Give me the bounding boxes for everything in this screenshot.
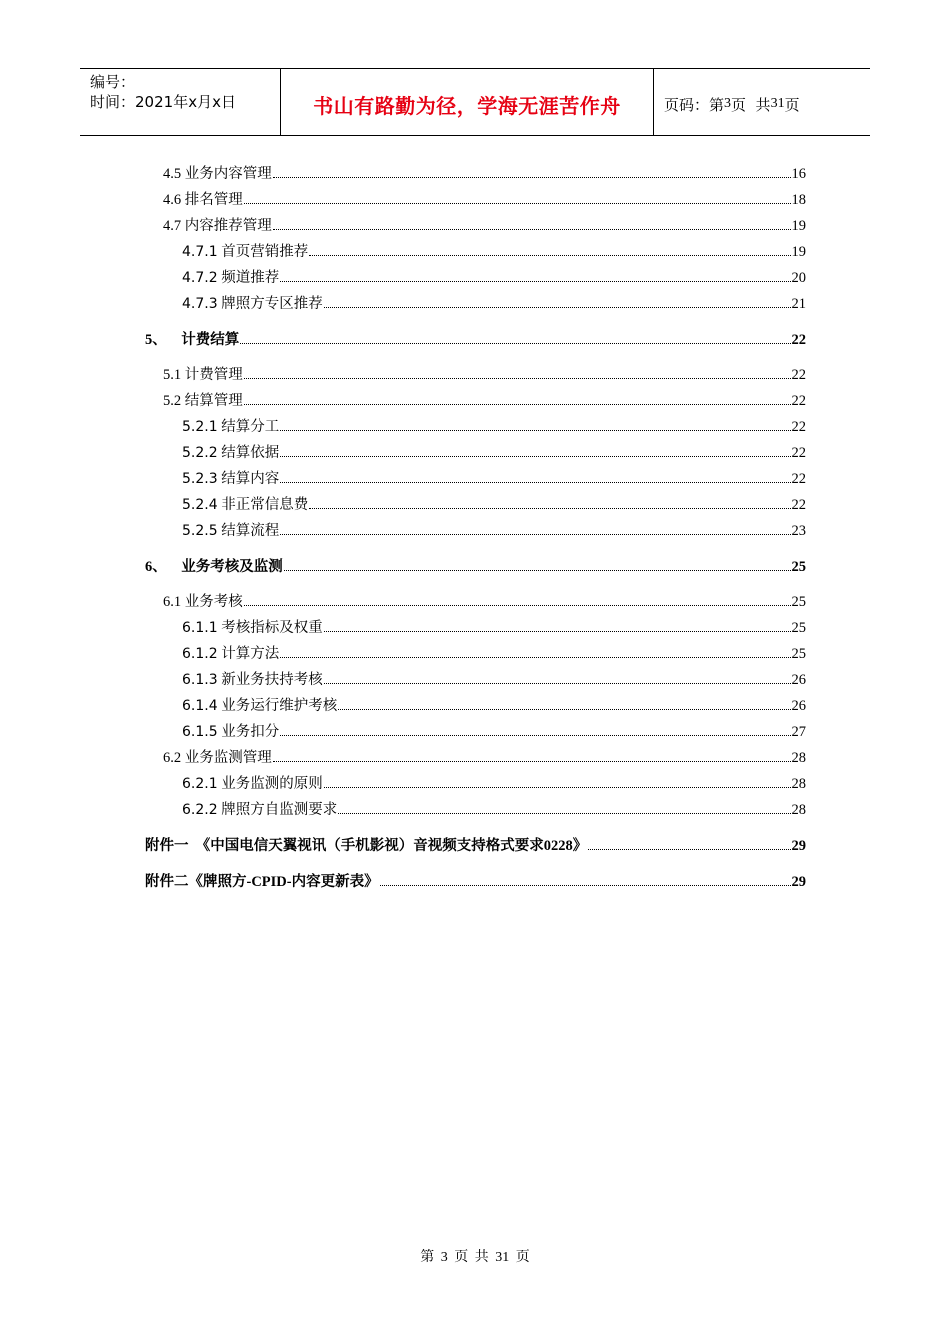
toc-entry-text: 《牌照方-CPID-内容更新表》 [188, 874, 379, 890]
toc-entry-title [145, 558, 283, 576]
toc-entry[interactable] [163, 191, 806, 209]
toc-entry-text: 结算依据 [221, 445, 280, 461]
header-info-cell [80, 69, 281, 135]
toc-entry-page: 28 [791, 750, 806, 766]
toc-entry[interactable] [182, 801, 806, 819]
toc-entry-number: 附件一 [145, 838, 189, 854]
toc-entry-text: 计费管理 [184, 367, 243, 383]
toc-entry-text: 业务考核及监测 [181, 559, 283, 575]
toc-entry-title [163, 392, 243, 410]
toc-entry[interactable] [163, 165, 806, 183]
toc-entry-number: 4.7 [163, 218, 182, 234]
toc-entry[interactable] [182, 522, 806, 540]
toc-leader-dots [324, 787, 791, 788]
toc-entry-text: 业务监测的原则 [221, 776, 323, 792]
toc-entry[interactable] [182, 269, 806, 287]
toc-entry-number: 6.2 [163, 750, 182, 766]
toc-leader-dots [280, 482, 790, 483]
footer-mid: 页 共 [454, 1250, 489, 1265]
toc-entry-page: 28 [791, 802, 806, 818]
header-page-total: 31 [770, 96, 785, 111]
toc-entry-text: 排名管理 [184, 192, 243, 208]
toc-entry-text: 计算方法 [221, 646, 280, 662]
header-date-value: 2021年x月x日 [135, 93, 236, 111]
toc-entry-title [182, 522, 279, 540]
toc-entry-title [182, 418, 279, 436]
toc-entry-text: 非正常信息费 [221, 497, 309, 513]
toc-leader-dots [273, 177, 791, 178]
toc-entry-number: 附件二 [145, 874, 189, 890]
toc-entry-text: 频道推荐 [221, 270, 280, 286]
header-code-label: 编号： [90, 73, 136, 91]
header-page-label: 页码：第 [664, 95, 725, 114]
toc-entry[interactable] [163, 392, 806, 410]
toc-leader-dots [280, 281, 790, 282]
toc-entry[interactable] [163, 749, 806, 767]
toc-entry-number: 5.2.1 [182, 419, 218, 435]
toc-entry-title [182, 269, 279, 287]
toc-entry-page: 27 [791, 724, 806, 740]
toc-entry-number: 4.6 [163, 192, 182, 208]
toc-leader-dots [338, 813, 790, 814]
toc-entry-number: 4.7.1 [182, 244, 218, 260]
toc-entry-number: 6.1.3 [182, 672, 218, 688]
footer-suffix: 页 [515, 1250, 530, 1265]
toc-entry-title [163, 593, 243, 611]
toc-entry-text: 业务运行维护考核 [221, 698, 338, 714]
toc-entry-number: 5.2.5 [182, 523, 218, 539]
toc-entry-page: 22 [791, 393, 806, 409]
toc-entry-page: 19 [791, 218, 806, 234]
toc-entry-title [145, 873, 379, 891]
toc-leader-dots [244, 378, 791, 379]
toc-entry-page: 25 [791, 594, 806, 610]
toc-leader-dots [244, 203, 791, 204]
toc-entry-text: 结算管理 [184, 393, 243, 409]
toc-entry-title [182, 496, 308, 514]
toc-leader-dots [273, 761, 791, 762]
toc-entry-page: 26 [791, 672, 806, 688]
toc-entry-number: 5、 [145, 332, 167, 348]
toc-entry-title [182, 723, 279, 741]
toc-entry-text: 业务扣分 [221, 724, 280, 740]
toc-entry[interactable] [145, 837, 806, 855]
toc-entry-page: 22 [791, 419, 806, 435]
page-footer [0, 1246, 950, 1266]
toc-entry[interactable] [145, 331, 806, 349]
toc-entry[interactable] [182, 671, 806, 689]
page-header [80, 68, 870, 136]
toc-entry-number: 4.5 [163, 166, 182, 182]
toc-entry[interactable] [145, 558, 806, 576]
toc-entry[interactable] [182, 470, 806, 488]
toc-entry-text: 业务内容管理 [184, 166, 272, 182]
toc-leader-dots [244, 404, 791, 405]
toc-entry[interactable] [145, 873, 806, 891]
toc-leader-dots [280, 456, 790, 457]
toc-entry-title [182, 243, 308, 261]
toc-entry[interactable] [182, 496, 806, 514]
toc-entry-page: 29 [791, 838, 806, 854]
toc-entry[interactable] [182, 697, 806, 715]
toc-entry-page: 26 [791, 698, 806, 714]
toc-leader-dots [244, 605, 791, 606]
toc-leader-dots [280, 430, 790, 431]
toc-entry-title [182, 295, 323, 313]
toc-leader-dots [280, 735, 790, 736]
footer-current-page: 3 [440, 1250, 448, 1265]
toc-entry-number: 4.7.2 [182, 270, 218, 286]
toc-entry-number: 6.2.2 [182, 802, 218, 818]
toc-entry-text: 计费结算 [181, 332, 240, 348]
toc-entry-page: 22 [791, 332, 806, 348]
toc-entry-number: 4.7.3 [182, 296, 218, 312]
toc-leader-dots [588, 849, 790, 850]
toc-entry-title [182, 775, 323, 793]
toc-leader-dots [324, 631, 791, 632]
toc-leader-dots [284, 570, 791, 571]
toc-entry[interactable] [163, 366, 806, 384]
toc-entry-text: 业务考核 [184, 594, 243, 610]
toc-entry-text: 牌照方专区推荐 [221, 296, 323, 312]
toc-entry-page: 18 [791, 192, 806, 208]
toc-entry[interactable] [182, 619, 806, 637]
toc-entry-page: 22 [791, 471, 806, 487]
toc-entry-title [182, 645, 279, 663]
toc-entry-text: 结算内容 [221, 471, 280, 487]
toc-entry-title [182, 697, 337, 715]
toc-entry-title [145, 837, 587, 855]
footer-prefix: 第 [420, 1250, 435, 1265]
toc-leader-dots [280, 657, 790, 658]
toc-entry-number: 6.2.1 [182, 776, 218, 792]
header-slogan: 书山有路勤为径，学海无涯苦作舟 [281, 69, 654, 135]
toc-entry-text: 结算分工 [221, 419, 280, 435]
toc-leader-dots [309, 508, 790, 509]
toc-entry-number: 6、 [145, 559, 167, 575]
toc-entry[interactable] [163, 593, 806, 611]
toc-entry-title [163, 366, 243, 384]
toc-entry-text: 业务监测管理 [184, 750, 272, 766]
toc-entry-title [182, 444, 279, 462]
toc-entry[interactable] [182, 645, 806, 663]
toc-entry[interactable] [182, 444, 806, 462]
toc-entry-page: 19 [791, 244, 806, 260]
toc-entry-text: 结算流程 [221, 523, 280, 539]
header-page-current: 3 [724, 96, 732, 111]
toc-entry-page: 25 [791, 620, 806, 636]
toc-entry-title [182, 801, 337, 819]
toc-entry-text: 牌照方自监测要求 [221, 802, 338, 818]
footer-total-pages: 31 [495, 1250, 510, 1265]
header-page-info [654, 69, 870, 135]
header-date-label: 时间： [90, 93, 136, 111]
toc-entry-number: 6.1.2 [182, 646, 218, 662]
toc-entry-number: 5.2.4 [182, 497, 218, 513]
toc-leader-dots [273, 229, 791, 230]
toc-entry[interactable] [182, 295, 806, 313]
toc-entry-title [163, 217, 272, 235]
toc-entry-page: 22 [791, 445, 806, 461]
toc-entry-page: 22 [791, 497, 806, 513]
toc-leader-dots [380, 885, 791, 886]
toc-entry[interactable] [182, 775, 806, 793]
toc-entry-title [163, 191, 243, 209]
toc-entry-number: 6.1.1 [182, 620, 218, 636]
toc-entry-title [145, 331, 239, 349]
toc-entry-title [182, 671, 323, 689]
toc-entry-number: 6.1 [163, 594, 182, 610]
toc-entry-text: 内容推荐管理 [184, 218, 272, 234]
toc-entry[interactable] [163, 217, 806, 235]
toc-leader-dots [324, 683, 791, 684]
toc-entry-number: 6.1.4 [182, 698, 218, 714]
toc-leader-dots [324, 307, 791, 308]
toc-leader-dots [309, 255, 790, 256]
toc-entry[interactable] [182, 723, 806, 741]
toc-entry-text: 新业务扶持考核 [221, 672, 323, 688]
header-page-mid: 页 共 [731, 95, 771, 114]
toc-entry-number: 5.1 [163, 367, 182, 383]
toc-entry-text: 首页营销推荐 [221, 244, 309, 260]
toc-entry-page: 16 [791, 166, 806, 182]
toc-entry-number: 5.2.3 [182, 471, 218, 487]
toc-entry-text: 《中国电信天翼视讯（手机影视）音视频支持格式要求0228》 [195, 838, 588, 854]
toc-entry-page: 28 [791, 776, 806, 792]
toc-entry-page: 25 [791, 646, 806, 662]
toc-entry-number: 6.1.5 [182, 724, 218, 740]
toc-leader-dots [280, 534, 790, 535]
toc-entry-text: 考核指标及权重 [221, 620, 323, 636]
toc-entry-title [182, 470, 279, 488]
toc-entry-title [163, 749, 272, 767]
toc-entry-page: 22 [791, 367, 806, 383]
toc-leader-dots [240, 343, 790, 344]
toc-entry-page: 29 [791, 874, 806, 890]
header-date [90, 91, 236, 112]
toc-entry-number: 5.2.2 [182, 445, 218, 461]
toc-entry[interactable] [182, 243, 806, 261]
toc-leader-dots [338, 709, 790, 710]
toc-entry[interactable] [182, 418, 806, 436]
toc-entry-page: 21 [791, 296, 806, 312]
toc-entry-title [163, 165, 272, 183]
toc-entry-number: 5.2 [163, 393, 182, 409]
header-page-suffix: 页 [784, 95, 800, 114]
toc-entry-page: 23 [791, 523, 806, 539]
toc-entry-title [182, 619, 323, 637]
toc-entry-page: 25 [791, 559, 806, 575]
toc-entry-page: 20 [791, 270, 806, 286]
